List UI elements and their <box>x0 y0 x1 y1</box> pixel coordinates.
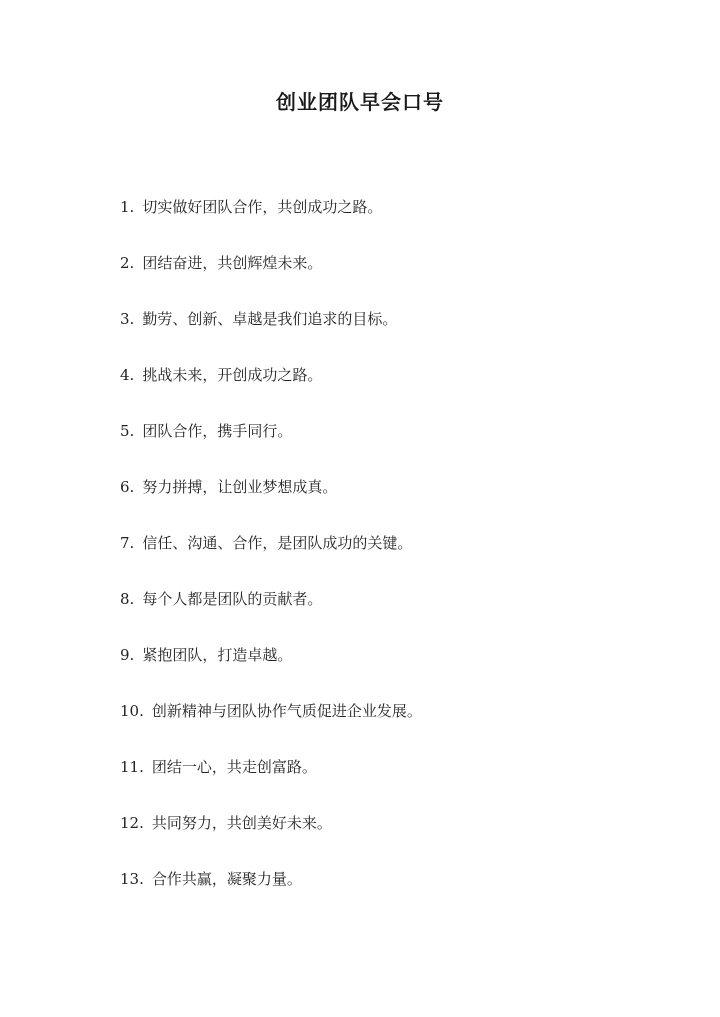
item-text: 挑战未来，开创成功之路。 <box>142 366 323 384</box>
list-item <box>120 364 640 420</box>
list-item <box>120 420 640 476</box>
item-number: 8. <box>120 590 135 608</box>
list-item <box>120 644 640 700</box>
item-text: 勤劳、创新、卓越是我们追求的目标。 <box>142 310 398 328</box>
item-number: 10. <box>120 702 144 720</box>
item-text: 信任、沟通、合作，是团队成功的关键。 <box>142 534 413 552</box>
item-number: 2. <box>120 254 135 272</box>
item-number: 11. <box>120 758 144 776</box>
item-number: 5. <box>120 422 135 440</box>
item-text: 合作共赢，凝聚力量。 <box>151 870 302 888</box>
item-number: 1. <box>120 198 135 216</box>
item-number: 12. <box>120 814 144 832</box>
item-text: 紧抱团队，打造卓越。 <box>142 646 293 664</box>
list-item <box>120 196 640 252</box>
item-number: 13. <box>120 870 144 888</box>
list-item <box>120 476 640 532</box>
item-text: 共同努力，共创美好未来。 <box>151 814 332 832</box>
item-text: 每个人都是团队的贡献者。 <box>142 590 323 608</box>
item-text: 创新精神与团队协作气质促进企业发展。 <box>151 702 422 720</box>
list-item <box>120 756 640 812</box>
item-text: 努力拼搏，让创业梦想成真。 <box>142 478 338 496</box>
item-number: 7. <box>120 534 135 552</box>
item-number: 6. <box>120 478 135 496</box>
list-item <box>120 588 640 644</box>
slogan-list <box>120 196 640 924</box>
list-item <box>120 532 640 588</box>
list-item <box>120 252 640 308</box>
item-number: 4. <box>120 366 135 384</box>
item-text: 团结奋进，共创辉煌未来。 <box>142 254 323 272</box>
list-item <box>120 700 640 756</box>
item-text: 团队合作，携手同行。 <box>142 422 293 440</box>
list-item <box>120 308 640 364</box>
item-number: 3. <box>120 310 135 328</box>
list-item <box>120 868 640 924</box>
document-title: 创业团队早会口号 <box>276 90 444 114</box>
item-text: 切实做好团队合作，共创成功之路。 <box>142 198 383 216</box>
item-number: 9. <box>120 646 135 664</box>
list-item <box>120 812 640 868</box>
item-text: 团结一心，共走创富路。 <box>151 758 317 776</box>
